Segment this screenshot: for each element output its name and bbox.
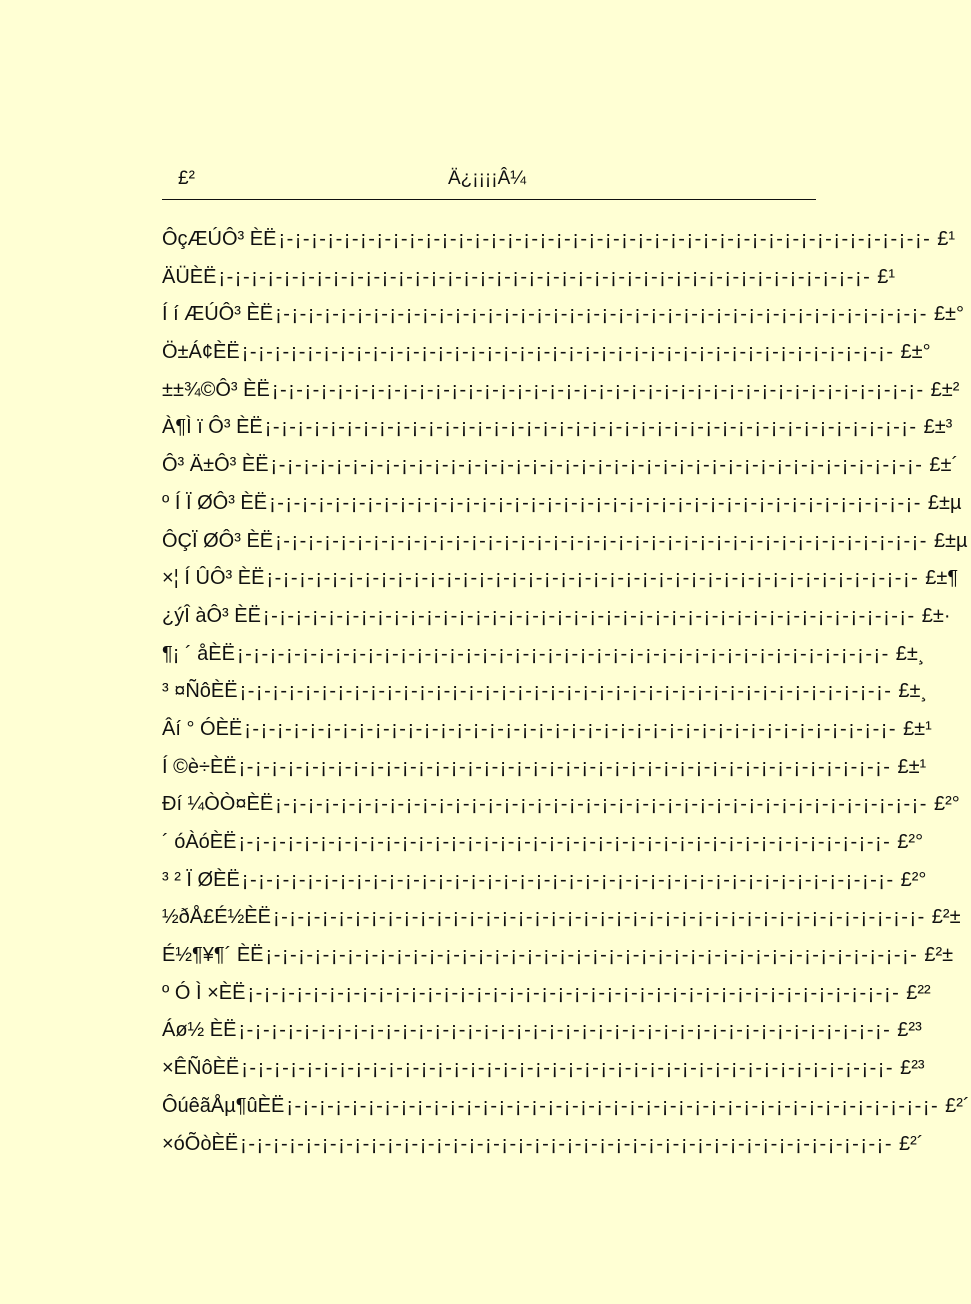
toc-entry-page: £¹ [937,228,956,250]
toc-entry-page: £±° [900,341,931,364]
toc-entry-title: ÔçÆÚÔ³ ÈË [162,228,277,250]
toc-entry-title: ¶¡ ´ åÈË [162,642,235,665]
toc-entry[interactable] [162,712,932,750]
toc-entry-page: £±´ [929,454,959,477]
toc-entry-page: £±¹ [897,755,927,778]
toc-entry-leader: ¡-¡-¡-¡-¡-¡-¡-¡-¡-¡-¡-¡-¡-¡-¡-¡-¡-¡-¡-¡-¡-¡-¡-¡-¡-¡-¡-¡-¡-¡-¡-¡-¡-¡-¡-¡-¡-¡-¡-¡- [238,755,892,778]
toc-entry-leader: ¡-¡-¡-¡-¡-¡-¡-¡-¡-¡-¡-¡-¡-¡-¡-¡-¡-¡-¡-¡-¡-¡-¡-¡-¡-¡-¡-¡-¡-¡-¡-¡-¡-¡-¡-¡-¡-¡-¡-¡- [286,1094,940,1117]
toc-entry[interactable] [162,1127,924,1165]
toc-entry-leader: ¡-¡-¡-¡-¡-¡-¡-¡-¡-¡-¡-¡-¡-¡-¡-¡-¡-¡-¡-¡-¡-¡-¡-¡-¡-¡-¡-¡-¡-¡-¡-¡-¡-¡-¡-¡-¡-¡-¡-¡- [244,717,898,740]
toc-entry-title: ×ÊÑôÈË [162,1057,240,1080]
toc-entry-page: £±· [921,604,951,627]
table-of-contents [162,222,970,1164]
toc-entry-page: £±³ [923,416,953,439]
toc-entry[interactable] [162,561,959,599]
toc-entry[interactable] [162,448,959,486]
toc-entry[interactable] [162,335,931,373]
toc-entry-title: Áø½ ÈË [162,1019,237,1042]
toc-entry[interactable] [162,410,953,448]
toc-entry-page: £²³ [900,1057,925,1080]
toc-entry[interactable] [162,1089,970,1127]
toc-entry-leader: ¡-¡-¡-¡-¡-¡-¡-¡-¡-¡-¡-¡-¡-¡-¡-¡-¡-¡-¡-¡-¡-¡-¡-¡-¡-¡-¡-¡-¡-¡-¡-¡-¡-¡-¡-¡-¡-¡-¡-¡- [239,680,893,703]
toc-entry-title: À¶Ì ï Ô³ ÈË [162,416,263,439]
header-rule [162,199,816,200]
toc-entry-leader: ¡-¡-¡-¡-¡-¡-¡-¡-¡-¡-¡-¡-¡-¡-¡-¡-¡-¡-¡-¡-¡-¡-¡-¡-¡-¡-¡-¡-¡-¡-¡-¡-¡-¡-¡-¡-¡-¡-¡-¡- [278,228,932,250]
toc-entry-page: £±µ [927,491,962,514]
toc-entry-title: ½ðÅ£É½ÈË [162,906,271,929]
toc-entry-leader: ¡-¡-¡-¡-¡-¡-¡-¡-¡-¡-¡-¡-¡-¡-¡-¡-¡-¡-¡-¡-¡-¡-¡-¡-¡-¡-¡-¡-¡-¡-¡-¡-¡-¡-¡-¡-¡-¡-¡-¡- [241,1057,895,1080]
toc-entry[interactable] [162,976,931,1014]
toc-entry-page: £¹ [877,265,896,288]
toc-entry[interactable] [162,524,968,562]
toc-entry-leader: ¡-¡-¡-¡-¡-¡-¡-¡-¡-¡-¡-¡-¡-¡-¡-¡-¡-¡-¡-¡-¡-¡-¡-¡-¡-¡-¡-¡-¡-¡-¡-¡-¡-¡-¡-¡-¡-¡-¡-¡- [264,416,918,439]
toc-entry[interactable] [162,486,962,524]
toc-entry-title: ÄÜÈË [162,265,217,288]
toc-entry[interactable] [162,373,960,411]
toc-entry[interactable] [162,863,927,901]
toc-entry-page: £²± [924,944,954,967]
toc-entry[interactable] [162,825,924,863]
toc-entry-title: ÔúêãÅµ¶ûÈË [162,1094,285,1117]
toc-entry-title: Âí ° ÓÈË [162,717,243,740]
toc-entry-title: ±±¾©Ô³ ÈË [162,378,270,401]
toc-entry-page: £±¸ [898,680,928,703]
toc-entry-page: £±° [933,303,965,326]
toc-entry[interactable] [162,260,896,298]
toc-entry[interactable] [162,1013,922,1051]
toc-entry-leader: ¡-¡-¡-¡-¡-¡-¡-¡-¡-¡-¡-¡-¡-¡-¡-¡-¡-¡-¡-¡-¡-¡-¡-¡-¡-¡-¡-¡-¡-¡-¡-¡-¡-¡-¡-¡-¡-¡-¡-¡- [271,378,925,401]
toc-entry-leader: ¡-¡-¡-¡-¡-¡-¡-¡-¡-¡-¡-¡-¡-¡-¡-¡-¡-¡-¡-¡-¡-¡-¡-¡-¡-¡-¡-¡-¡-¡-¡-¡-¡-¡-¡-¡-¡-¡-¡-¡- [275,529,928,552]
toc-entry-page: £±¸ [895,642,925,665]
toc-entry-page: £±² [930,378,960,401]
toc-entry[interactable] [162,674,928,712]
toc-entry-page: £±¹ [903,717,932,740]
toc-entry-leader: ¡-¡-¡-¡-¡-¡-¡-¡-¡-¡-¡-¡-¡-¡-¡-¡-¡-¡-¡-¡-¡-¡-¡-¡-¡-¡-¡-¡-¡-¡-¡-¡-¡-¡-¡-¡-¡-¡-¡-¡- [269,491,922,514]
toc-entry-leader: ¡-¡-¡-¡-¡-¡-¡-¡-¡-¡-¡-¡-¡-¡-¡-¡-¡-¡-¡-¡-¡-¡-¡-¡-¡-¡-¡-¡-¡-¡-¡-¡-¡-¡-¡-¡-¡-¡-¡-¡- [236,642,890,665]
toc-entry[interactable] [162,297,965,335]
toc-entry[interactable] [162,938,954,976]
toc-entry-title: Ô³ Ä±Ô³ ÈË [162,454,269,477]
toc-entry-page: £²° [900,868,927,891]
toc-entry-title: ³ ¤ÑôÈË [162,680,238,703]
toc-entry-title: ³ ² Ï ØÈË [162,868,240,891]
toc-entry-title: Í ©è÷ÈË [162,755,237,778]
toc-entry-leader: ¡-¡-¡-¡-¡-¡-¡-¡-¡-¡-¡-¡-¡-¡-¡-¡-¡-¡-¡-¡-¡-¡-¡-¡-¡-¡-¡-¡-¡-¡-¡-¡-¡-¡-¡-¡-¡-¡-¡-¡- [241,341,895,364]
toc-entry-page: £²° [897,831,924,853]
toc-entry-leader: ¡-¡-¡-¡-¡-¡-¡-¡-¡-¡-¡-¡-¡-¡-¡-¡-¡-¡-¡-¡-¡-¡-¡-¡-¡-¡-¡-¡-¡-¡-¡-¡-¡-¡-¡-¡-¡-¡-¡-¡- [240,1132,893,1155]
toc-entry-leader: ¡-¡-¡-¡-¡-¡-¡-¡-¡-¡-¡-¡-¡-¡-¡-¡-¡-¡-¡-¡-¡-¡-¡-¡-¡-¡-¡-¡-¡-¡-¡-¡-¡-¡-¡-¡-¡-¡-¡-¡- [241,868,895,891]
toc-entry-leader: ¡-¡-¡-¡-¡-¡-¡-¡-¡-¡-¡-¡-¡-¡-¡-¡-¡-¡-¡-¡-¡-¡-¡-¡-¡-¡-¡-¡-¡-¡-¡-¡-¡-¡-¡-¡-¡-¡-¡-¡- [218,265,872,288]
toc-entry-page: £²´ [945,1094,970,1117]
toc-entry-title: ×¦ Í ÛÔ³ ÈË [162,567,265,590]
running-title: Ä¿¡¡¡¡Â¼ [448,168,527,189]
toc-entry-title: Í í ÆÚÔ³ ÈË [162,303,274,326]
toc-entry-title: Ö±Á¢ÈË [162,341,240,364]
toc-entry-title: ´ óÀóÈË [162,831,237,853]
toc-entry-title: Ðí ¼ÒÒ¤ÈË [162,793,274,816]
toc-entry-leader: ¡-¡-¡-¡-¡-¡-¡-¡-¡-¡-¡-¡-¡-¡-¡-¡-¡-¡-¡-¡-¡-¡-¡-¡-¡-¡-¡-¡-¡-¡-¡-¡-¡-¡-¡-¡-¡-¡-¡-¡- [265,944,919,967]
page-number: £² [178,168,195,189]
toc-entry-title: º Ó Ì ×ÈË [162,981,246,1004]
toc-entry-leader: ¡-¡-¡-¡-¡-¡-¡-¡-¡-¡-¡-¡-¡-¡-¡-¡-¡-¡-¡-¡-¡-¡-¡-¡-¡-¡-¡-¡-¡-¡-¡-¡-¡-¡-¡-¡-¡-¡-¡-¡- [272,906,926,929]
toc-entry-page: £²´ [898,1132,924,1155]
toc-entry[interactable] [162,900,961,938]
toc-entry-page: £±¶ [925,567,959,590]
toc-entry-page: £²° [933,793,960,816]
toc-entry-title: ×óÕòÈË [162,1132,239,1155]
toc-entry-leader: ¡-¡-¡-¡-¡-¡-¡-¡-¡-¡-¡-¡-¡-¡-¡-¡-¡-¡-¡-¡-¡-¡-¡-¡-¡-¡-¡-¡-¡-¡-¡-¡-¡-¡-¡-¡-¡-¡-¡-¡- [247,981,901,1004]
toc-entry-page: £²± [931,906,961,929]
toc-entry[interactable] [162,222,956,260]
toc-entry[interactable] [162,1051,925,1089]
toc-entry[interactable] [162,599,951,637]
toc-entry-page: £±µ [933,529,968,552]
toc-entry[interactable] [162,750,927,788]
toc-entry-leader: ¡-¡-¡-¡-¡-¡-¡-¡-¡-¡-¡-¡-¡-¡-¡-¡-¡-¡-¡-¡-¡-¡-¡-¡-¡-¡-¡-¡-¡-¡-¡-¡-¡-¡-¡-¡-¡-¡-¡-¡- [266,567,920,590]
toc-entry-title: º Í Ï ØÔ³ ÈË [162,491,268,514]
toc-entry-title: É½¶¥¶´ ÈË [162,944,264,967]
toc-entry-leader: ¡-¡-¡-¡-¡-¡-¡-¡-¡-¡-¡-¡-¡-¡-¡-¡-¡-¡-¡-¡-¡-¡-¡-¡-¡-¡-¡-¡-¡-¡-¡-¡-¡-¡-¡-¡-¡-¡-¡-¡- [238,831,892,853]
toc-entry-leader: ¡-¡-¡-¡-¡-¡-¡-¡-¡-¡-¡-¡-¡-¡-¡-¡-¡-¡-¡-¡-¡-¡-¡-¡-¡-¡-¡-¡-¡-¡-¡-¡-¡-¡-¡-¡-¡-¡-¡-¡- [262,604,916,627]
toc-entry-page: £²³ [897,1019,922,1042]
toc-entry-leader: ¡-¡-¡-¡-¡-¡-¡-¡-¡-¡-¡-¡-¡-¡-¡-¡-¡-¡-¡-¡-¡-¡-¡-¡-¡-¡-¡-¡-¡-¡-¡-¡-¡-¡-¡-¡-¡-¡-¡-¡- [275,303,928,326]
toc-entry-page: £²² [906,981,931,1004]
toc-entry-leader: ¡-¡-¡-¡-¡-¡-¡-¡-¡-¡-¡-¡-¡-¡-¡-¡-¡-¡-¡-¡-¡-¡-¡-¡-¡-¡-¡-¡-¡-¡-¡-¡-¡-¡-¡-¡-¡-¡-¡-¡- [275,793,928,816]
toc-entry[interactable] [162,787,960,825]
toc-entry-title: ÔÇÏ ØÔ³ ÈË [162,529,274,552]
toc-entry-title: ¿ýÎ àÔ³ ÈË [162,604,261,627]
toc-entry[interactable] [162,637,925,675]
toc-entry-leader: ¡-¡-¡-¡-¡-¡-¡-¡-¡-¡-¡-¡-¡-¡-¡-¡-¡-¡-¡-¡-¡-¡-¡-¡-¡-¡-¡-¡-¡-¡-¡-¡-¡-¡-¡-¡-¡-¡-¡-¡- [238,1019,892,1042]
toc-entry-leader: ¡-¡-¡-¡-¡-¡-¡-¡-¡-¡-¡-¡-¡-¡-¡-¡-¡-¡-¡-¡-¡-¡-¡-¡-¡-¡-¡-¡-¡-¡-¡-¡-¡-¡-¡-¡-¡-¡-¡-¡- [270,454,924,477]
